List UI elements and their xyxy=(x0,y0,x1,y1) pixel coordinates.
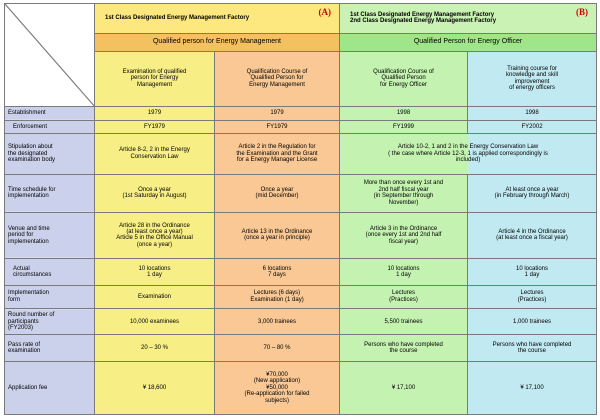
cell-text-line: FY1979 xyxy=(143,123,165,130)
table-cell xyxy=(215,120,340,134)
cell-text-line: (once a year) xyxy=(136,241,173,248)
column-header-text-line: knowledge and skill xyxy=(506,72,559,79)
cell-text-line: 1,000 trainees xyxy=(513,318,552,325)
header-b-tag: (B) xyxy=(576,7,589,17)
cell-text-line: ¥70,000 xyxy=(266,371,288,378)
row-label-text-line: participants xyxy=(8,318,39,325)
row-label xyxy=(5,335,95,361)
table-row xyxy=(5,361,597,414)
cell-text-line: (in September through xyxy=(373,193,434,200)
column-header-text-line: Qualification Course of xyxy=(373,68,434,75)
header-b-factory-line2: 2nd Class Designated Energy Management Factory xyxy=(350,18,497,25)
column-header-text-line: Training course for xyxy=(507,65,557,72)
table-row xyxy=(5,309,597,335)
table-row xyxy=(5,106,597,120)
header-a-tag: (A) xyxy=(318,7,332,17)
table-cell xyxy=(340,259,468,285)
column-header-text-line: Qualification Course of xyxy=(246,68,308,75)
row-label-text-line: Application fee xyxy=(8,384,48,391)
cell-text-line: Article 10-2, 1 and 2 in the Energy Conservation Law xyxy=(397,144,539,151)
column-header-b1 xyxy=(340,51,468,106)
cell-text-line: 3,000 trainees xyxy=(257,318,297,325)
column-header-text-line: for Energy Officer xyxy=(380,81,427,88)
cell-text-line: (Re-application for failed xyxy=(244,391,310,398)
column-header-text-line: of energy officers xyxy=(509,85,555,92)
table-cell xyxy=(215,174,340,212)
cell-text-line: Article 13 in the Ordinance xyxy=(241,228,313,235)
row-label xyxy=(5,174,95,212)
cell-text-line: 2nd half fiscal year xyxy=(378,186,429,193)
cell-text-line: subjects) xyxy=(265,397,290,404)
table-row xyxy=(5,174,597,212)
table-cell xyxy=(215,335,340,361)
cell-text-line: (1st Saturday in August) xyxy=(122,193,187,200)
table-cell xyxy=(468,120,597,134)
table-cell xyxy=(95,212,215,259)
table-cell xyxy=(215,212,340,259)
table-cell xyxy=(468,106,597,120)
table-cell xyxy=(215,106,340,120)
table-cell xyxy=(468,174,597,212)
cell-text-line: Lectures (6 days) xyxy=(253,290,301,297)
header-row-factory xyxy=(5,4,597,34)
header-b-qualified: Qualified Person for Energy Officer xyxy=(340,33,597,51)
cell-text-line: 10 locations xyxy=(138,265,171,272)
row-label-text-line: form xyxy=(8,296,20,303)
cell-text-line: (at least once a year) xyxy=(126,228,183,235)
table-cell xyxy=(95,285,215,308)
column-header-a1 xyxy=(95,51,215,106)
header-a-factory-text: 1st Class Designated Energy Management Factory xyxy=(105,15,250,22)
cell-text-line: Article 4 in the Ordinance xyxy=(498,228,566,235)
row-label-text-line: Round number of xyxy=(8,312,55,319)
row-label-text-line: Pass rate of xyxy=(8,341,41,348)
table-cell xyxy=(468,309,597,335)
table-body xyxy=(5,4,597,415)
cell-text-line: Article 5 in the Office Manual xyxy=(116,235,193,242)
table-cell xyxy=(95,174,215,212)
table-row xyxy=(5,259,597,285)
header-b-factory-line1: 1st Class Designated Energy Management Factory xyxy=(350,11,495,18)
cell-text-line: Examination (1 day) xyxy=(250,296,304,303)
table-cell xyxy=(468,361,597,414)
cell-text-line: At least once a year xyxy=(505,186,559,193)
row-label xyxy=(5,120,95,134)
row-label-text-line: implementation xyxy=(8,238,49,245)
cell-text-line: (once a year in principle) xyxy=(244,235,310,242)
cell-text-line: Persons who have completed xyxy=(364,341,443,348)
cell-text-line: the course xyxy=(518,348,547,355)
row-label-text-line: examination body xyxy=(8,157,56,164)
table-cell xyxy=(468,285,597,308)
cell-text-line: November) xyxy=(388,199,419,206)
column-header-text-line: Qualified Person xyxy=(381,75,426,82)
cell-text-line: Article 8-2, 2 in the Energy xyxy=(119,147,190,154)
row-label-text-line: period for xyxy=(8,232,34,239)
row-label-text-line: the designated xyxy=(8,150,48,157)
table-cell xyxy=(340,335,468,361)
cell-text-line: 70 – 80 % xyxy=(263,344,291,351)
cell-text-line: FY1999 xyxy=(393,123,415,130)
row-label xyxy=(5,285,95,308)
cell-text-line: fiscal year) xyxy=(389,238,419,245)
row-label-text-line: Establishment xyxy=(8,109,46,116)
comparison-table-wrap xyxy=(4,3,596,415)
column-header-text-line: person for Energy xyxy=(130,75,179,82)
cell-text-line: Conservation Law xyxy=(130,153,179,160)
table-cell xyxy=(340,106,468,120)
cell-text-line: (Practices) xyxy=(517,296,547,303)
column-header-b2 xyxy=(468,51,597,106)
table-cell xyxy=(215,361,340,414)
cell-text-line: ¥ 17,100 xyxy=(520,384,544,391)
table-cell xyxy=(340,309,468,335)
table-cell xyxy=(340,120,468,134)
cell-text-line: the Examination and the Grant xyxy=(236,150,318,157)
table-row xyxy=(5,335,597,361)
table-cell xyxy=(95,120,215,134)
cell-text-line: (once every 1st and 2nd half xyxy=(365,232,442,239)
row-label-text-line: Venue and time xyxy=(8,225,50,232)
row-label xyxy=(5,259,95,285)
table-cell xyxy=(95,259,215,285)
row-label-text-line: Implementation xyxy=(8,290,50,297)
column-header-text-line: Qualified Person for xyxy=(250,75,304,82)
cell-text-line: FY2002 xyxy=(521,123,543,130)
cell-text-line: 10 locations xyxy=(516,265,549,272)
cell-text-line: the course xyxy=(389,348,418,355)
table-cell xyxy=(468,212,597,259)
diagonal-line xyxy=(5,4,94,106)
table-cell xyxy=(95,361,215,414)
cell-text-line: (in February through March) xyxy=(494,193,570,200)
cell-text-line: FY1979 xyxy=(266,123,288,130)
row-label-text-line: Time schedule for xyxy=(8,186,56,193)
table-row xyxy=(5,285,597,308)
cell-text-line: Article 2 in the Regulation for xyxy=(238,144,316,151)
column-header-a2 xyxy=(215,51,340,106)
cell-text-line: 10 locations xyxy=(387,265,420,272)
cell-text-line: (New application) xyxy=(253,378,301,385)
table-cell xyxy=(340,174,468,212)
table-cell xyxy=(95,106,215,120)
cell-text-line: Article 3 in the Ordinance xyxy=(369,225,438,232)
header-a-qualified: Qualified person for Energy Management xyxy=(95,33,340,51)
row-label-text-line: Stipulation about xyxy=(8,144,53,151)
cell-text-line: ¥ 17,100 xyxy=(391,384,416,391)
cell-text-line: 1 day xyxy=(396,271,411,278)
cell-text-line: for a Energy Manager License xyxy=(236,157,318,164)
cell-text-line: 7 days xyxy=(268,271,286,278)
header-a-factory xyxy=(95,4,340,34)
row-label xyxy=(5,361,95,414)
cell-text-line: Lectures xyxy=(392,290,416,297)
table-cell xyxy=(340,361,468,414)
table-cell xyxy=(215,134,340,174)
cell-text-line: (Practices) xyxy=(389,296,418,303)
cell-text-line: Article 28 in the Ordinance xyxy=(119,222,190,229)
cell-text-line: 1 day xyxy=(147,271,162,278)
merged-cell-b xyxy=(340,134,597,174)
cell-text-line: Examination xyxy=(137,293,172,300)
cell-text-line: (mid December) xyxy=(255,193,299,200)
row-label-text-line: (FY2003) xyxy=(8,324,34,331)
table-row xyxy=(5,212,597,259)
header-b-factory xyxy=(340,4,597,34)
column-header-text-line: improvement xyxy=(514,78,550,85)
column-header-text-line: Examination of qualified xyxy=(122,68,187,75)
cell-text-line: ¥ 18,600 xyxy=(142,384,167,391)
table-cell xyxy=(95,309,215,335)
cell-text-line: 1979 xyxy=(270,109,284,116)
cell-text-line: 5,500 trainees xyxy=(384,318,423,325)
corner-cell xyxy=(5,4,95,107)
cell-text-line: included) xyxy=(455,157,481,164)
row-label xyxy=(5,106,95,120)
cell-text-line: 20 – 30 % xyxy=(140,344,169,351)
cell-text-line: 1998 xyxy=(525,109,539,116)
cell-text-line: 1998 xyxy=(396,109,411,116)
table-row xyxy=(5,120,597,134)
table-cell xyxy=(215,285,340,308)
table-cell xyxy=(95,134,215,174)
row-label xyxy=(5,309,95,335)
cell-text-line: Once a year xyxy=(260,186,294,193)
cell-text-line: Lectures xyxy=(520,290,544,297)
comparison-table xyxy=(4,3,597,415)
cell-text-line: (at least once a fiscal year) xyxy=(496,235,568,242)
column-header-text-line: Management xyxy=(136,81,173,88)
cell-text-line: 1 day xyxy=(524,271,540,278)
cell-text-line: Once a year xyxy=(138,186,171,193)
table-cell xyxy=(468,259,597,285)
table-cell xyxy=(340,212,468,259)
cell-text-line: 6 locations xyxy=(262,265,292,272)
row-label-text-line: Actual xyxy=(13,265,30,272)
cell-text-line: More than once every 1st and xyxy=(363,180,444,187)
cell-text-line: ( the case where Article 12-3, 1 is applied correspondingly is xyxy=(388,150,548,157)
row-label-text-line: circumstances xyxy=(13,271,52,278)
cell-text-line: 1979 xyxy=(147,109,162,116)
table-cell xyxy=(215,259,340,285)
row-label-text-line: examination xyxy=(8,348,41,355)
row-label xyxy=(5,134,95,174)
table-cell xyxy=(95,335,215,361)
table-row xyxy=(5,134,597,174)
table-cell xyxy=(340,285,468,308)
cell-text-line: Persons who have completed xyxy=(492,341,572,348)
row-label-text-line: Enforcement xyxy=(13,123,48,130)
column-header-text-line: Energy Management xyxy=(249,81,305,88)
cell-text-line: ¥50,000 xyxy=(266,384,288,391)
table-cell xyxy=(468,335,597,361)
row-label xyxy=(5,212,95,259)
table-cell xyxy=(215,309,340,335)
row-label-text-line: implementation xyxy=(8,193,49,200)
cell-text-line: 10,000 examinees xyxy=(129,318,180,325)
